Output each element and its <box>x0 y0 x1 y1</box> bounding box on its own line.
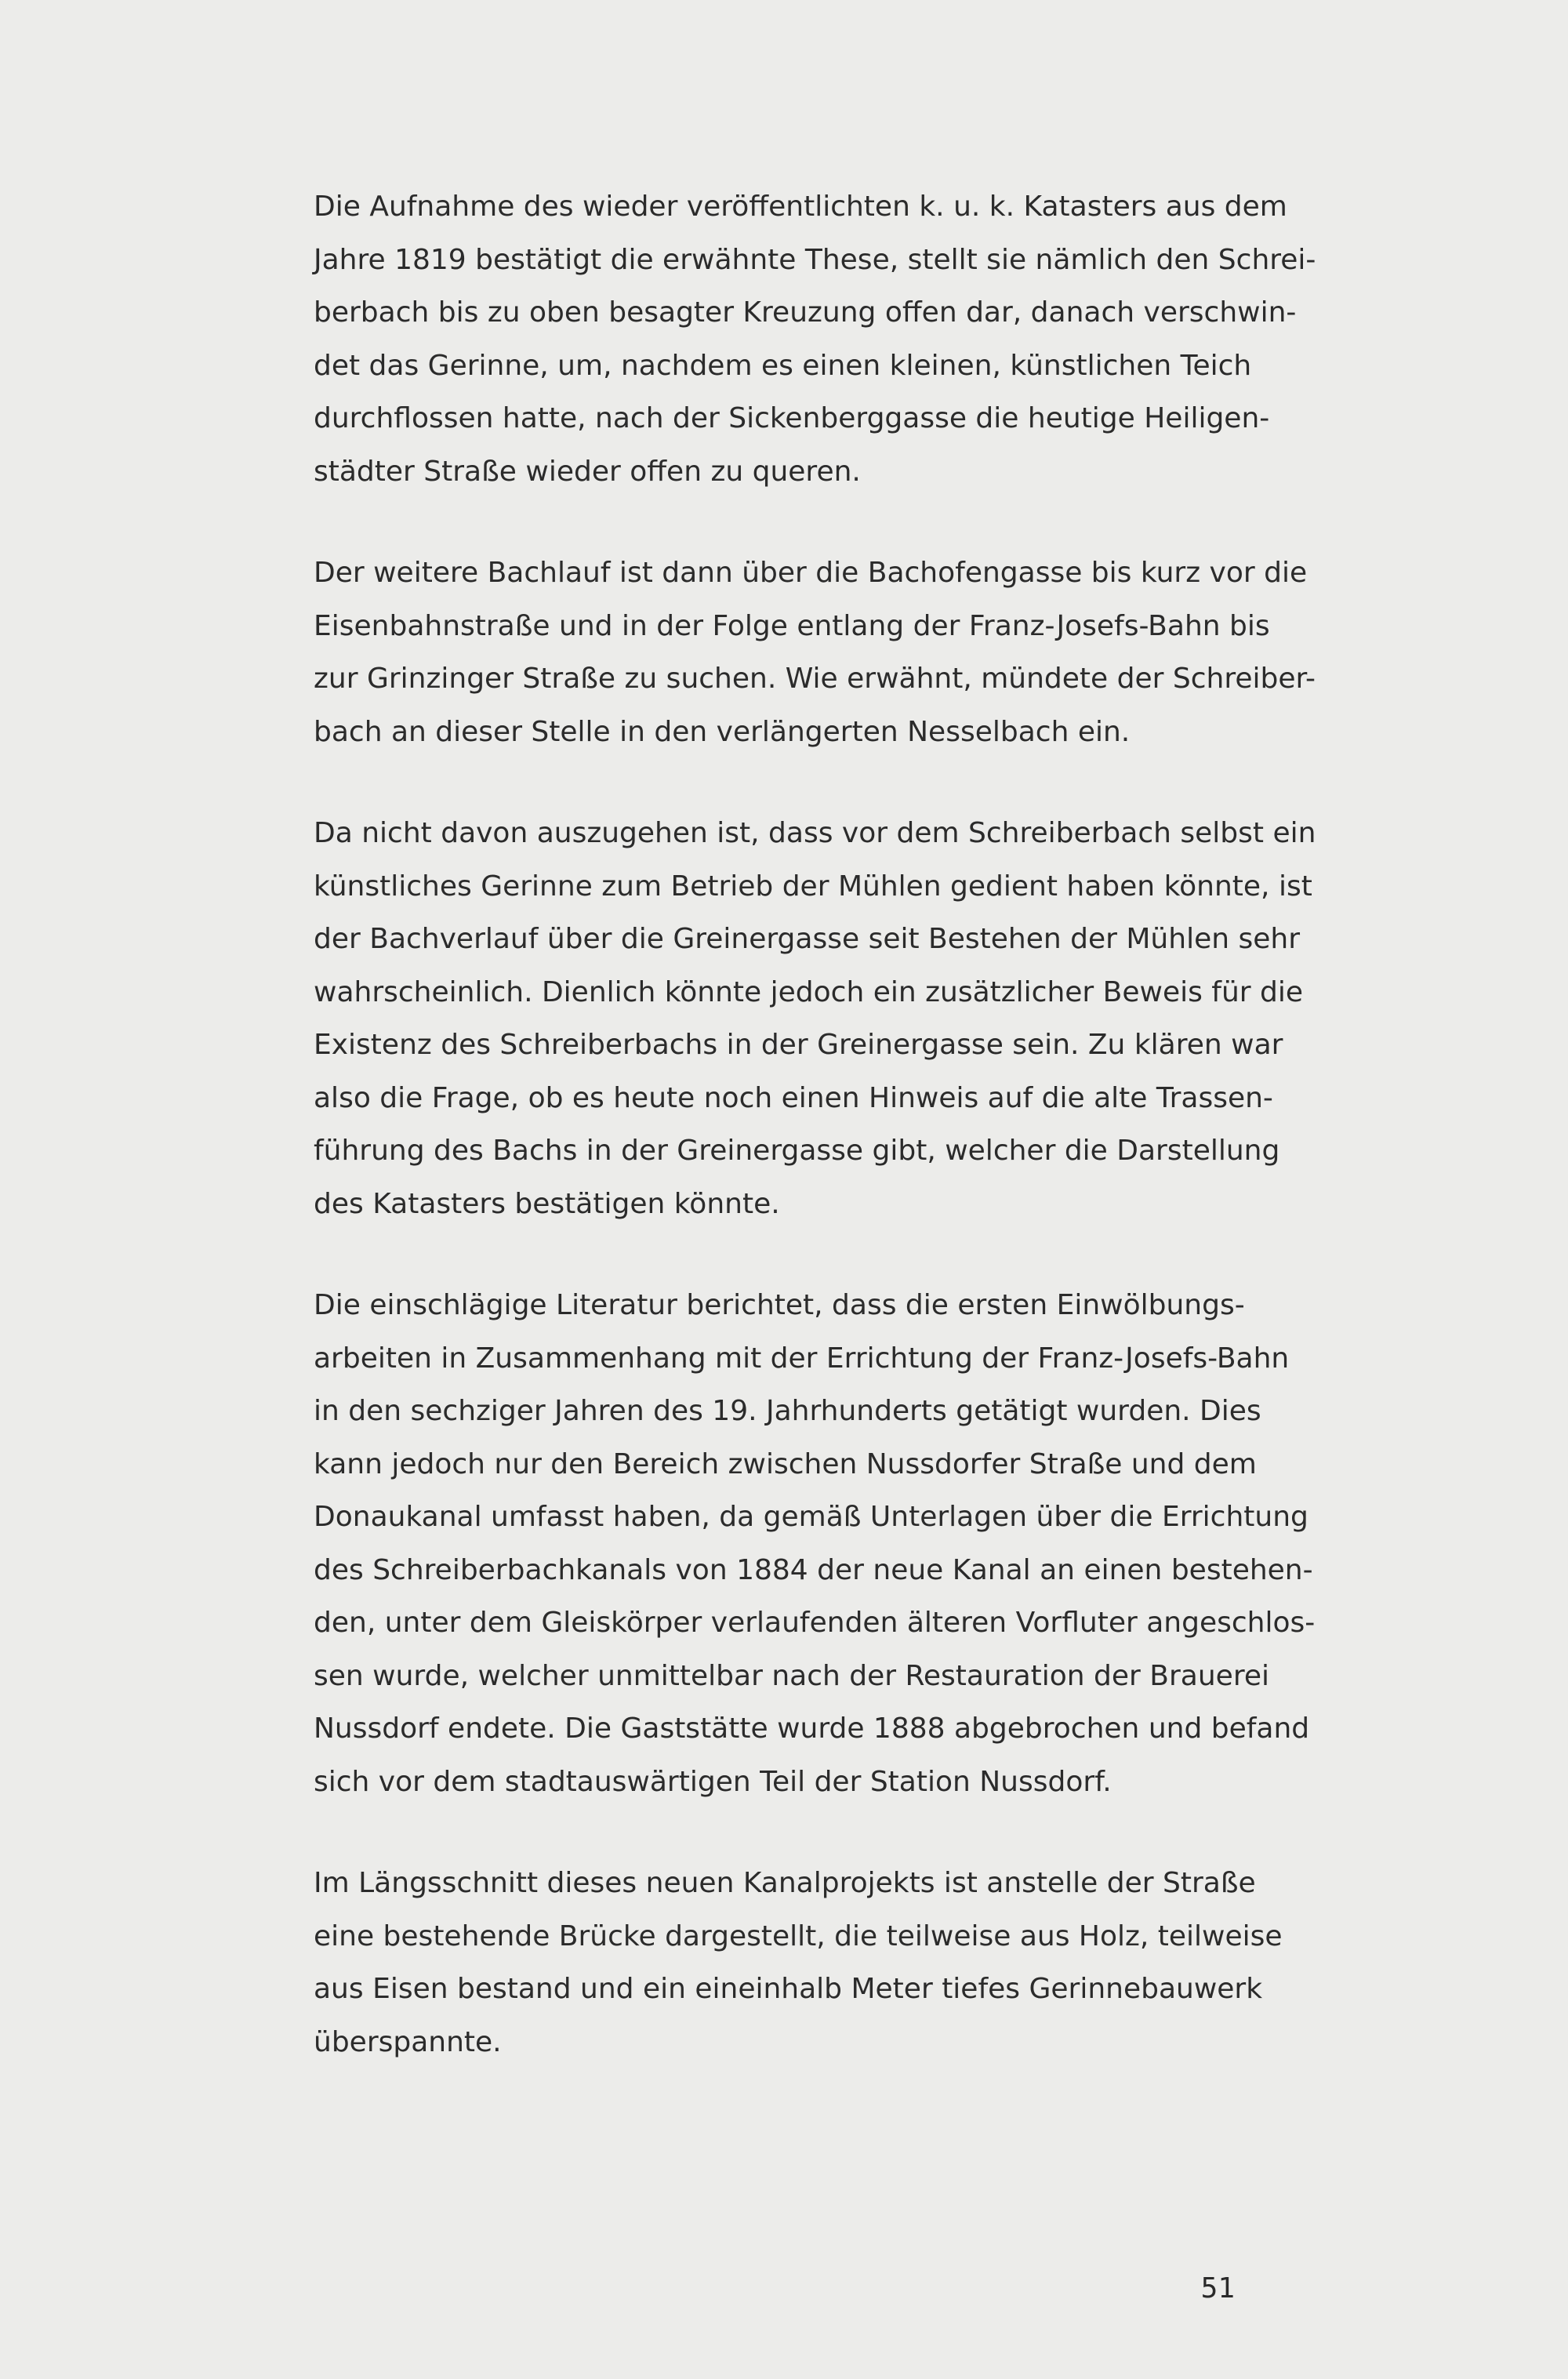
text-line: durchflossen hatte, nach der Sickenberggasse die heutige Heiligen- <box>314 402 1270 434</box>
paragraph <box>314 547 1316 758</box>
text-line: wahrscheinlich. Dienlich könnte jedoch ein zusätzlicher Beweis für die <box>314 975 1304 1008</box>
text-line: arbeiten in Zusammenhang mit der Errichtung der Franz-Josefs-Bahn <box>314 1342 1290 1375</box>
text-line: des Schreiberbachkanals von 1884 der neue Kanal an einen bestehen- <box>314 1553 1313 1586</box>
text-line: Eisenbahnstraße und in der Folge entlang der Franz-Josefs-Bahn bis <box>314 609 1270 642</box>
paragraph <box>314 807 1316 1230</box>
text-line: führung des Bachs in der Greinergasse gibt, welcher die Darstellung <box>314 1135 1280 1167</box>
text-line: künstliches Gerinne zum Betrieb der Mühlen gedient haben könnte, ist <box>314 870 1312 903</box>
text-line: Im Längsschnitt dieses neuen Kanalprojekts ist anstelle der Straße <box>314 1867 1256 1899</box>
text-line: Existenz des Schreiberbachs in der Greinergasse sein. Zu klären war <box>314 1029 1283 1061</box>
paragraph <box>314 1279 1316 1808</box>
text-line: also die Frage, ob es heute noch einen Hinweis auf die alte Trassen- <box>314 1081 1273 1114</box>
text-line: aus Eisen bestand und ein eineinhalb Meter tiefes Gerinnebauwerk <box>314 1973 1263 2005</box>
text-line: Donaukanal umfasst haben, da gemäß Unterlagen über die Errichtung <box>314 1501 1308 1533</box>
body-text <box>314 180 1316 2068</box>
text-line: Nussdorf endete. Die Gaststätte wurde 1888 abgebrochen und befand <box>314 1713 1310 1745</box>
page-number: 51 <box>1200 2272 1235 2305</box>
paragraph <box>314 1857 1283 2068</box>
text-line: Die Aufnahme des wieder veröffentlichten k. u. k. Katasters aus dem <box>314 191 1287 223</box>
text-line: bach an dieser Stelle in den verlängerten Nesselbach ein. <box>314 715 1131 748</box>
paragraph <box>314 180 1316 498</box>
text-line: eine bestehende Brücke dargestellt, die teilweise aus Holz, teilweise <box>314 1920 1283 1952</box>
text-line: Da nicht davon auszugehen ist, dass vor dem Schreiberbach selbst ein <box>314 817 1316 849</box>
text-line: kann jedoch nur den Bereich zwischen Nussdorfer Straße und dem <box>314 1447 1257 1480</box>
text-line: in den sechziger Jahren des 19. Jahrhunderts getätigt wurden. Dies <box>314 1395 1261 1427</box>
text-line: Die einschlägige Literatur berichtet, dass die ersten Einwölbungs- <box>314 1289 1245 1321</box>
text-line: überspannte. <box>314 2025 502 2058</box>
text-line: städter Straße wieder offen zu queren. <box>314 455 861 488</box>
text-line: sen wurde, welcher unmittelbar nach der Restauration der Brauerei <box>314 1659 1269 1692</box>
text-line: der Bachverlauf über die Greinergasse seit Bestehen der Mühlen sehr <box>314 923 1300 955</box>
text-line: Jahre 1819 bestätigt die erwähnte These, stellt sie nämlich den Schrei- <box>314 243 1316 276</box>
text-line: den, unter dem Gleiskörper verlaufenden älteren Vorfluter angeschlos- <box>314 1607 1316 1639</box>
text-line: sich vor dem stadtauswärtigen Teil der Station Nussdorf. <box>314 1765 1112 1798</box>
text-line: zur Grinzinger Straße zu suchen. Wie erwähnt, mündete der Schreiber- <box>314 663 1316 695</box>
text-line: des Katasters bestätigen könnte. <box>314 1187 780 1220</box>
text-line: berbach bis zu oben besagter Kreuzung offen dar, danach verschwin- <box>314 296 1297 329</box>
text-line: Der weitere Bachlauf ist dann über die Bachofengasse bis kurz vor die <box>314 557 1308 589</box>
text-line: det das Gerinne, um, nachdem es einen kleinen, künstlichen Teich <box>314 349 1252 382</box>
